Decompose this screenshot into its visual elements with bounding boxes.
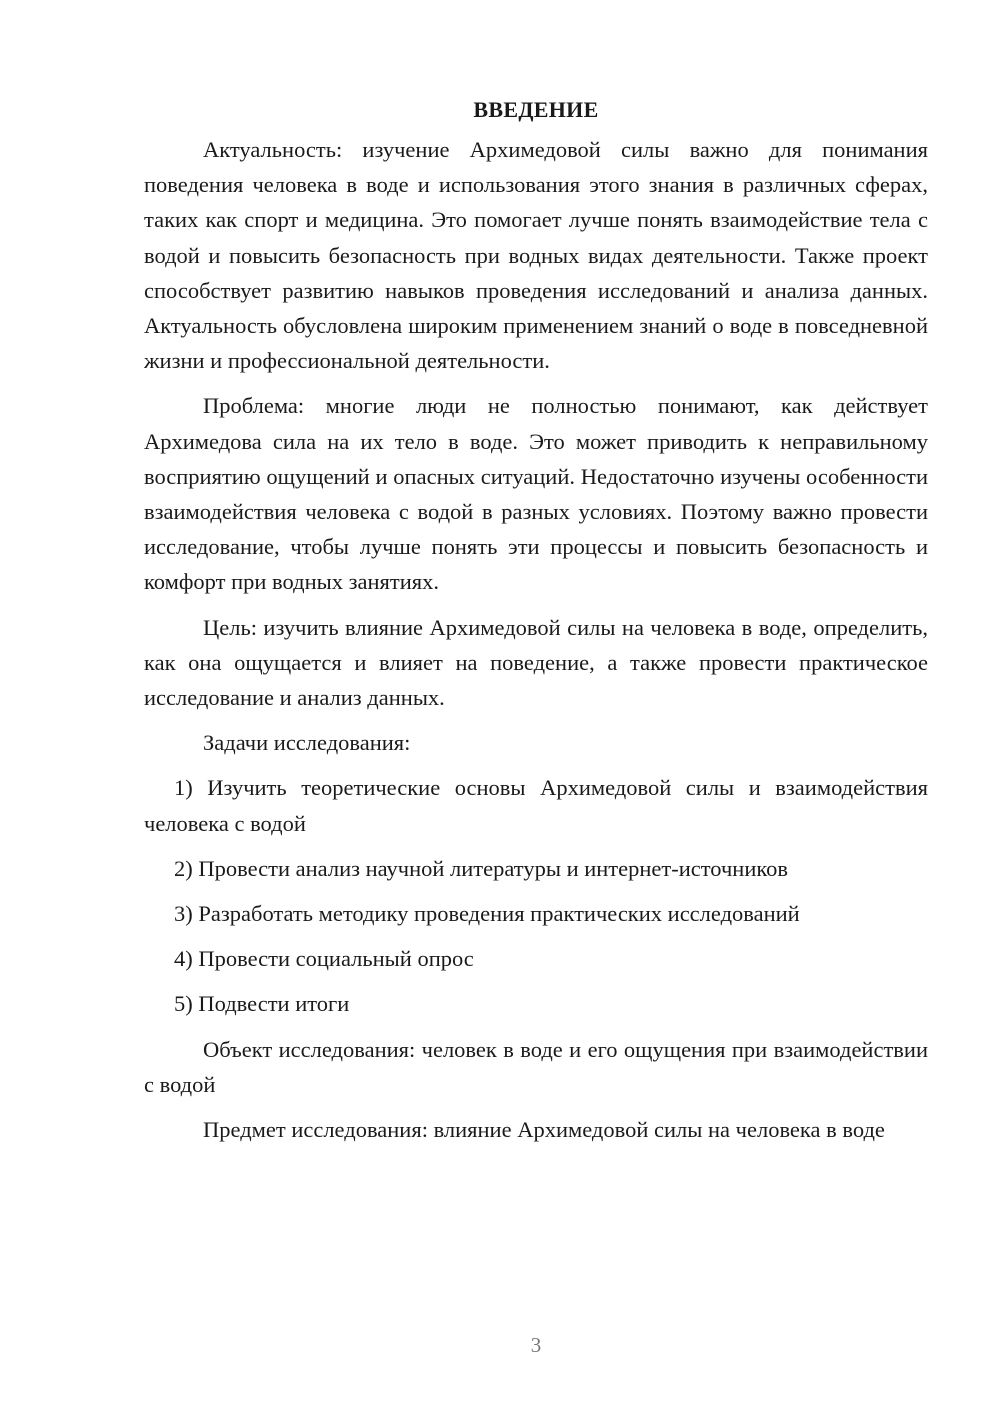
paragraph-object: Объект исследования: человек в воде и его ощущения при взаимодействии с водой	[144, 1036, 928, 1097]
page-title: ВВЕДЕНИЕ	[473, 97, 599, 122]
paragraph-relevance: Актуальность: изучение Архимедовой силы важно для понимания поведения человека в воде и использования этого знания в различных сферах, таких как спорт и медицина. Это помогает лучше понять взаимодействие тела с водой и повысить безопасность при водных видах деятельности. Также проект способствует развитию навыков проведения исследований и анализа данных. Актуальность обусловлена широким применением знаний о воде в повседневной жизни и профессиональной деятельности.	[144, 137, 928, 374]
page-number: 3	[530, 1333, 542, 1357]
list-item: 3) Разработать методику проведения практических исследований	[174, 901, 800, 927]
list-item: 1) Изучить теоретические основы Архимедовой силы и взаимодействия человека с водой	[144, 775, 928, 836]
document-page	[144, 92, 928, 1157]
paragraph-subject: Предмет исследования: влияние Архимедовой силы на человека в воде	[203, 1117, 885, 1143]
paragraph-problem: Проблема: многие люди не полностью понимают, как действует Архимедова сила на их тело в воде. Это может приводить к неправильному восприятию ощущений и опасных ситуаций. Недостаточно изучены особенности взаимодействия человека с водой в разных условиях. Поэтому важно провести исследование, чтобы лучше понять эти процессы и повысить безопасность и комфорт при водных занятиях.	[144, 393, 928, 595]
paragraph-goal: Цель: изучить влияние Архимедовой силы на человека в воде, определить, как она ощущается и влияет на поведение, а также провести практическое исследование и анализ данных.	[144, 614, 928, 711]
list-item: 4) Провести социальный опрос	[174, 946, 474, 972]
list-item: 5) Подвести итоги	[174, 991, 350, 1017]
list-item: 2) Провести анализ научной литературы и интернет-источников	[174, 855, 789, 881]
tasks-heading: Задачи исследования:	[203, 730, 411, 756]
